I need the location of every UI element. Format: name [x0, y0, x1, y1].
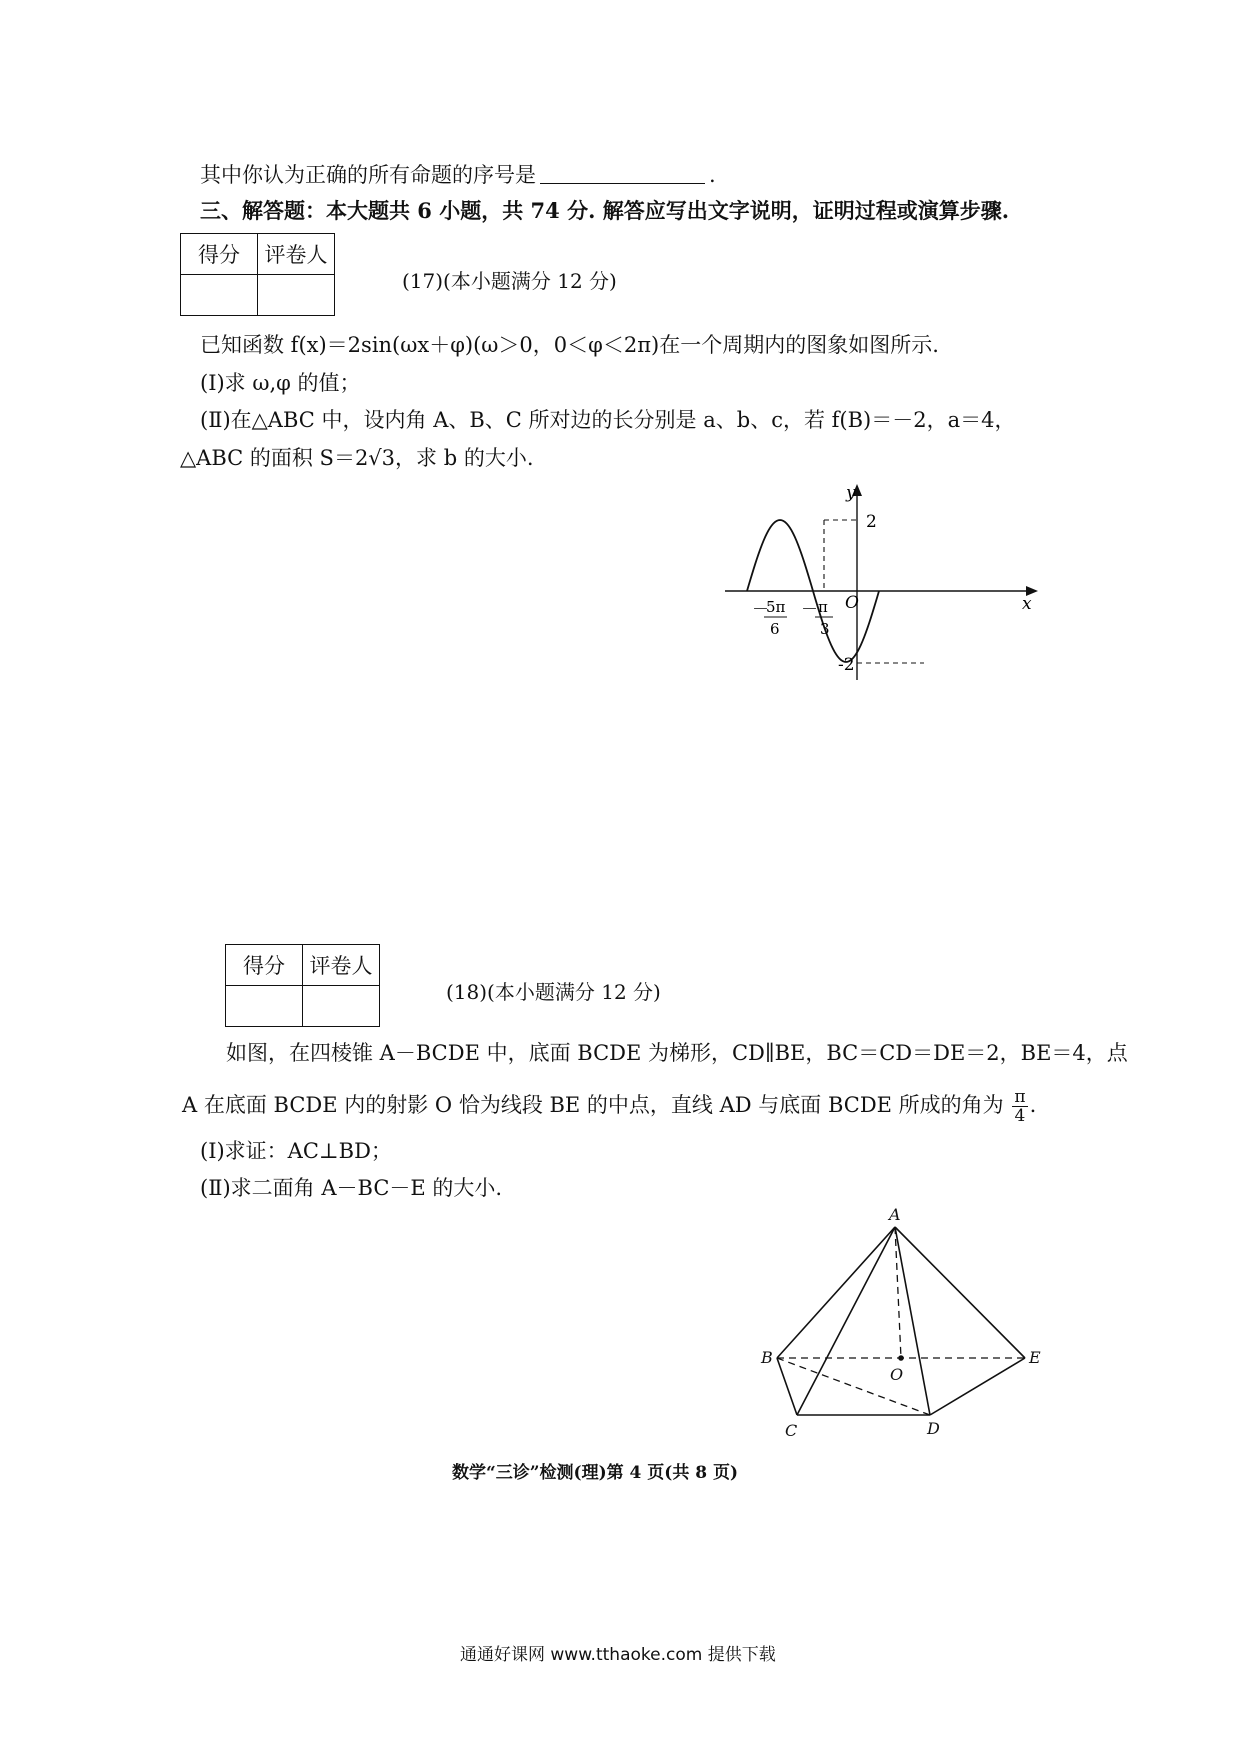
score-cell: [181, 275, 258, 316]
tick1-numerator: 5π: [766, 598, 786, 616]
q17-score-table: [180, 233, 335, 316]
q18-line2-text: A 在底面 BCDE 内的射影 O 恰为线段 BE 的中点，直线 AD 与底面 BCDE 所成的角为: [182, 1093, 1004, 1117]
y-max-label: 2: [866, 512, 877, 532]
edge-AE: [895, 1227, 1025, 1358]
tick1-denominator: 6: [770, 620, 780, 638]
label-A: A: [889, 1205, 901, 1224]
answer-blank: [540, 161, 705, 184]
score-label: 得分: [181, 234, 258, 275]
x-axis-label: x: [1022, 594, 1032, 614]
point-O: [898, 1355, 904, 1361]
source-credit: 通通好课网 www.tthaoke.com 提供下载: [460, 1645, 776, 1665]
pyramid-figure: [740, 1195, 1050, 1440]
q17-line3: (Ⅱ)在△ABC 中，设内角 A、B、C 所对边的长分别是 a、b、c，若 f(B)＝－2，a＝4，: [200, 408, 1016, 432]
q18-line2-end: .: [1029, 1093, 1037, 1117]
q17-line1: 已知函数 f(x)＝2sin(ωx＋φ)(ω＞0，0＜φ＜2π)在一个周期内的图象如图所示.: [200, 333, 939, 357]
edge-DE: [930, 1358, 1025, 1415]
page-footer: 数学“三诊”检测(理)第 4 页(共 8 页): [452, 1463, 739, 1483]
q17-heading: (17)(本小题满分 12 分): [402, 269, 617, 293]
fraction-numerator: π: [1014, 1087, 1026, 1107]
tick2-denominator: 3: [820, 620, 830, 638]
grader-cell: [258, 275, 335, 316]
tick1-sign: －: [752, 600, 769, 620]
pi-over-4-fraction: [1012, 1088, 1027, 1125]
label-O: O: [890, 1365, 904, 1384]
fraction-denominator: 4: [1014, 1106, 1026, 1126]
y-axis-label: y: [846, 483, 856, 503]
grader-label: 评卷人: [258, 234, 335, 275]
tick2-numerator: π: [818, 598, 828, 616]
grader-label: 评卷人: [303, 945, 380, 986]
q18-line4: (Ⅱ)求二面角 A－BC－E 的大小.: [200, 1176, 503, 1200]
sine-graph: [720, 478, 1050, 688]
edge-AB: [777, 1227, 895, 1358]
score-label: 得分: [226, 945, 303, 986]
q18-line3: (Ⅰ)求证：AC⊥BD；: [200, 1139, 392, 1163]
q18-heading: (18)(本小题满分 12 分): [446, 980, 661, 1004]
q17-line4: △ABC 的面积 S＝2√3，求 b 的大小.: [180, 446, 534, 470]
edge-BC: [777, 1358, 797, 1415]
tick2-sign: －: [801, 600, 818, 620]
label-D: D: [927, 1419, 940, 1438]
edge-AC: [797, 1227, 895, 1415]
q18-line1: 如图，在四棱锥 A－BCDE 中，底面 BCDE 为梯形，CD∥BE，BC＝CD＝DE＝2，BE＝4，点: [226, 1041, 1128, 1065]
grader-cell: [303, 986, 380, 1027]
fill-in-text: 其中你认为正确的所有命题的序号是: [200, 163, 536, 187]
q18-line2: [182, 1088, 1036, 1125]
edge-BD-dashed: [777, 1358, 930, 1415]
origin-label: O: [845, 593, 859, 613]
label-E: E: [1029, 1348, 1041, 1367]
q18-score-table: [225, 944, 380, 1027]
q17-line2: (Ⅰ)求 ω,φ 的值；: [200, 371, 361, 395]
score-cell: [226, 986, 303, 1027]
fill-in-line: [200, 160, 716, 190]
edge-AD: [895, 1227, 930, 1415]
y-min-label: -2: [838, 655, 855, 675]
section-header: 三、解答题：本大题共 6 小题，共 74 分. 解答应写出文字说明，证明过程或演算步骤.: [200, 198, 1010, 223]
label-B: B: [761, 1348, 773, 1367]
fill-in-end: .: [709, 163, 716, 187]
label-C: C: [785, 1421, 798, 1440]
